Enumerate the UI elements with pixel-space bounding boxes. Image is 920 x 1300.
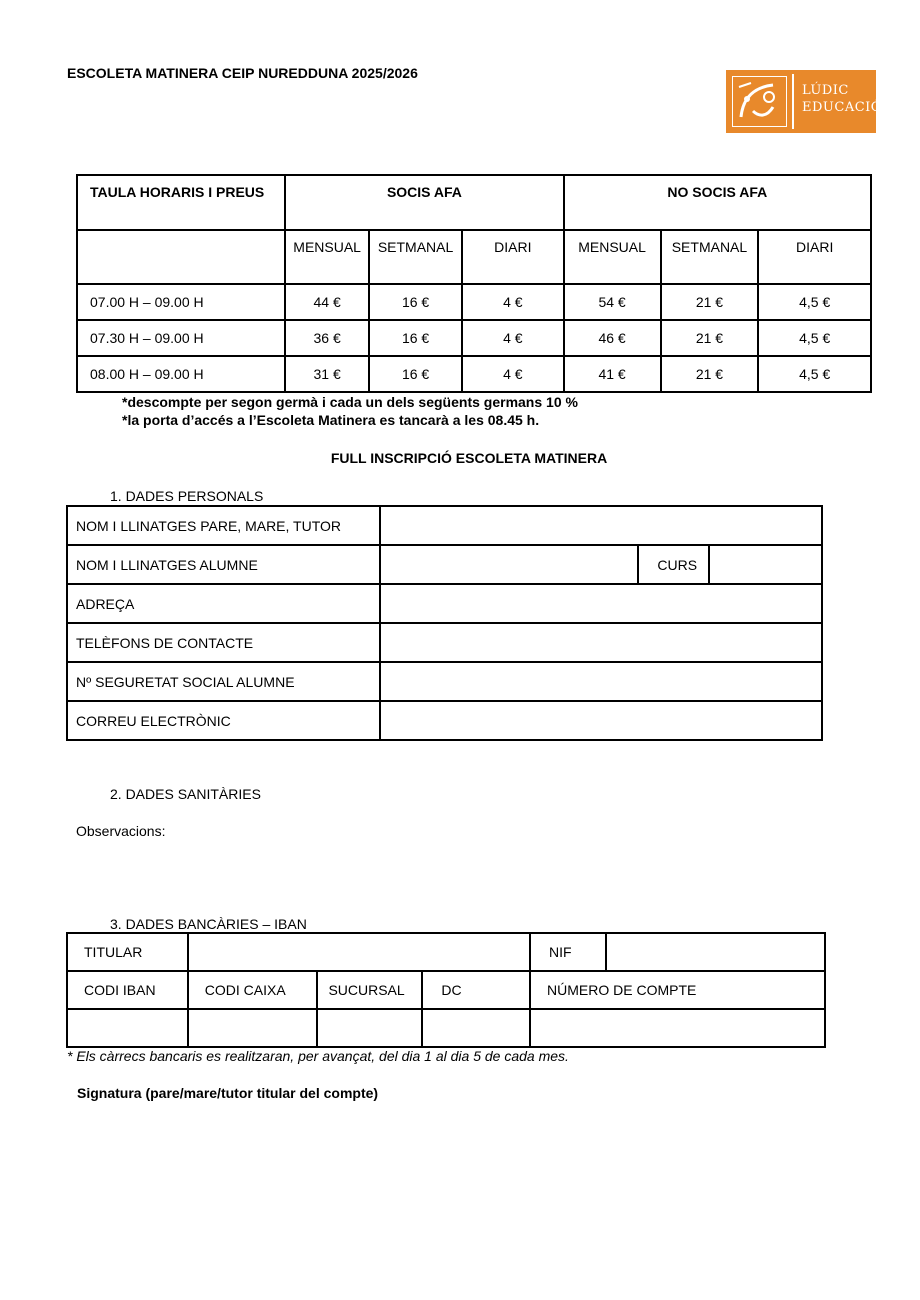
table-row xyxy=(67,623,822,662)
table-row xyxy=(67,701,822,740)
price-cell: 21 € xyxy=(661,320,759,356)
price-cell: 21 € xyxy=(661,284,759,320)
price-cell: 16 € xyxy=(369,356,462,392)
price-cell: 4,5 € xyxy=(758,320,871,356)
nif-label: NIF xyxy=(530,933,606,971)
price-cell: 46 € xyxy=(564,320,661,356)
time-slot: 07.30 H – 09.00 H xyxy=(77,320,285,356)
subheader-socis-setmanal: SETMANAL xyxy=(369,230,462,284)
ludic-educacio-logo xyxy=(726,70,882,133)
parent-name-field[interactable] xyxy=(380,506,822,545)
document-title: ESCOLETA MATINERA CEIP NUREDDUNA 2025/2026 xyxy=(67,65,418,81)
iban-field[interactable] xyxy=(67,1009,188,1047)
table-row xyxy=(67,545,822,584)
sucursal-field[interactable] xyxy=(317,1009,422,1047)
address-field[interactable] xyxy=(380,584,822,623)
price-cell: 54 € xyxy=(564,284,661,320)
subheader-socis-diari: DIARI xyxy=(462,230,564,284)
price-cell: 4 € xyxy=(462,320,564,356)
price-cell: 4 € xyxy=(462,284,564,320)
social-security-field[interactable] xyxy=(380,662,822,701)
field-label: CORREU ELECTRÒNIC xyxy=(67,701,380,740)
table-row xyxy=(67,1009,825,1047)
email-field[interactable] xyxy=(380,701,822,740)
codi-caixa-header: CODI CAIXA xyxy=(188,971,318,1009)
logo-line2: EDUCACIÓ xyxy=(802,100,882,115)
table-row xyxy=(67,933,825,971)
account-number-field[interactable] xyxy=(530,1009,825,1047)
price-cell: 4,5 € xyxy=(758,284,871,320)
field-label: TELÈFONS DE CONTACTE xyxy=(67,623,380,662)
table-row xyxy=(67,584,822,623)
table-row xyxy=(77,320,871,356)
price-cell: 31 € xyxy=(285,356,369,392)
time-slot: 08.00 H – 09.00 H xyxy=(77,356,285,392)
dc-header: DC xyxy=(422,971,530,1009)
price-cell: 16 € xyxy=(369,284,462,320)
nif-field[interactable] xyxy=(606,933,825,971)
phone-field[interactable] xyxy=(380,623,822,662)
discount-note: *descompte per segon germà i cada un dels següents germans 10 % xyxy=(122,394,578,410)
subheader-nosocis-mensual: MENSUAL xyxy=(564,230,661,284)
price-cell: 36 € xyxy=(285,320,369,356)
titular-label: TITULAR xyxy=(67,933,188,971)
section1-title: 1. DADES PERSONALS xyxy=(110,488,264,504)
header-no-socis-afa: NO SOCIS AFA xyxy=(564,175,871,230)
field-label: NOM I LLINATGES PARE, MARE, TUTOR xyxy=(67,506,380,545)
field-label: Nº SEGURETAT SOCIAL ALUMNE xyxy=(67,662,380,701)
header-socis-afa: SOCIS AFA xyxy=(285,175,564,230)
price-cell: 44 € xyxy=(285,284,369,320)
titular-field[interactable] xyxy=(188,933,530,971)
bank-charges-note: * Els càrrecs bancaris es realitzaran, per avançat, del dia 1 al dia 5 de cada mes. xyxy=(67,1048,569,1064)
section3-title: 3. DADES BANCÀRIES – IBAN xyxy=(110,916,307,932)
field-label: NOM I LLINATGES ALUMNE xyxy=(67,545,380,584)
table-row xyxy=(67,662,822,701)
schedule-price-table xyxy=(76,174,872,393)
time-slot: 07.00 H – 09.00 H xyxy=(77,284,285,320)
student-name-field[interactable] xyxy=(380,545,638,584)
price-cell: 4,5 € xyxy=(758,356,871,392)
observations-label: Observacions: xyxy=(76,823,166,839)
door-closing-note: *la porta d’accés a l’Escoleta Matinera es tancarà a les 08.45 h. xyxy=(122,412,540,428)
empty-header-cell xyxy=(77,230,285,284)
signature-label: Signatura (pare/mare/tutor titular del compte) xyxy=(77,1085,379,1101)
iban-header: CODI IBAN xyxy=(67,971,188,1009)
price-cell: 21 € xyxy=(661,356,759,392)
logo-mark-icon xyxy=(732,76,787,127)
dc-field[interactable] xyxy=(422,1009,530,1047)
table-row xyxy=(77,284,871,320)
field-label: ADREÇA xyxy=(67,584,380,623)
form-title: FULL INSCRIPCIÓ ESCOLETA MATINERA xyxy=(330,450,608,466)
price-cell: 16 € xyxy=(369,320,462,356)
codi-caixa-field[interactable] xyxy=(188,1009,318,1047)
subheader-socis-mensual: MENSUAL xyxy=(285,230,369,284)
logo-text xyxy=(802,82,882,116)
table-row xyxy=(67,971,825,1009)
section2-title: 2. DADES SANITÀRIES xyxy=(110,786,261,802)
sucursal-header: SUCURSAL xyxy=(317,971,422,1009)
curs-field[interactable] xyxy=(709,545,822,584)
table-row xyxy=(77,356,871,392)
logo-divider xyxy=(792,74,794,129)
price-cell: 41 € xyxy=(564,356,661,392)
account-number-header: NÚMERO DE COMPTE xyxy=(530,971,825,1009)
curs-label: CURS xyxy=(638,545,709,584)
price-cell: 4 € xyxy=(462,356,564,392)
bank-data-table xyxy=(66,932,826,1048)
subheader-nosocis-diari: DIARI xyxy=(758,230,871,284)
table-row xyxy=(67,506,822,545)
logo-line1: LÚDIC xyxy=(802,83,849,98)
personal-data-table xyxy=(66,505,823,741)
table-corner-header: TAULA HORARIS I PREUS xyxy=(77,175,285,230)
subheader-nosocis-setmanal: SETMANAL xyxy=(661,230,759,284)
